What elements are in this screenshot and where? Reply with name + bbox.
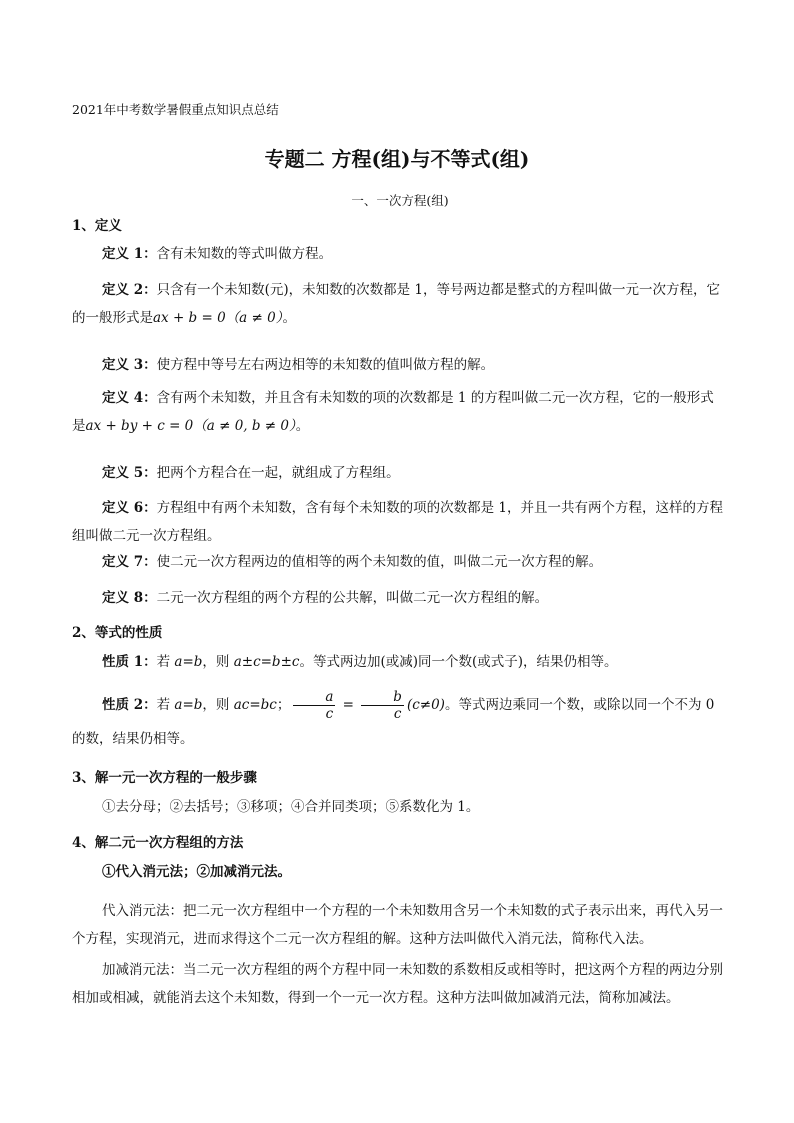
- linear-steps: ①去分母；②去括号；③移项；④合并同类项；⑤系数化为 1。: [102, 799, 480, 815]
- subtitle: 一、一次方程(组): [351, 193, 449, 208]
- definition-1-text: 含有未知数的等式叫做方程。: [156, 246, 333, 262]
- definition-3: [72, 351, 724, 379]
- definition-4-term: 定义 4：: [102, 390, 157, 406]
- definition-1-term: 定义 1：: [102, 246, 157, 262]
- property-2-formula-b: ac=bc: [233, 697, 277, 713]
- definition-6-text: 方程组中有两个未知数，含有每个未知数的项的次数都是 1，并且一共有两个方程，这样的方程组叫做二元一次方程组。: [72, 500, 723, 544]
- property-2: [72, 688, 724, 756]
- property-1-term: 性质 1：: [102, 654, 157, 670]
- fraction-a-denominator: c: [325, 706, 334, 722]
- page-header: 2021年中考数学暑假重点知识点总结: [72, 102, 279, 117]
- definition-5-text: 把两个方程合在一起，就组成了方程组。: [156, 465, 400, 481]
- definition-2-formula: ax + b = 0（a ≠ 0）: [153, 310, 283, 326]
- definition-3-term: 定义 3：: [102, 357, 157, 373]
- definition-7-term: 定义 7：: [102, 554, 157, 570]
- definition-2: [72, 276, 724, 332]
- definition-4: [72, 384, 724, 440]
- definition-5: [72, 459, 724, 487]
- property-1-if: 若: [156, 654, 175, 670]
- definition-2-end: 。: [282, 310, 296, 326]
- definition-6-term: 定义 6：: [102, 500, 157, 516]
- section-heading-linear-steps: 3、解一元一次方程的一般步骤: [72, 770, 257, 786]
- fraction-b-numerator: b: [361, 689, 404, 706]
- definition-3-text: 使方程中等号左右两边相等的未知数的值叫做方程的解。: [156, 357, 495, 373]
- property-2-formula-a: a=b: [174, 697, 203, 713]
- fraction-equals: =: [338, 697, 359, 713]
- section-heading-system-methods: 4、解二元一次方程组的方法: [72, 835, 244, 851]
- definition-4-formula: ax + by + c = 0（a ≠ 0, b ≠ 0）: [85, 418, 296, 434]
- fraction-a-over-c: [293, 689, 335, 722]
- definition-8: [72, 584, 724, 612]
- definition-4-end: 。: [295, 418, 310, 434]
- substitution-method: 代入消元法：把二元一次方程组中一个方程的一个未知数用含另一个未知数的式子表示出来，再代入另一个方程，实现消元，进而求得这个二元一次方程组的解。这种方法叫做代入消元法，简称代入法。: [72, 903, 723, 947]
- addition-method: 加减消元法：当二元一次方程组的两个方程中同一未知数的系数相反或相等时，把这两个方程的两边分别相加或相减，就能消去这个未知数，得到一个一元一次方程。这种方法叫做加减消元法，简称加减法。: [72, 962, 723, 1006]
- section-heading-definitions: 1、定义: [72, 218, 122, 234]
- property-2-then: ，则: [202, 697, 234, 713]
- page-title: 专题二 方程(组)与不等式(组): [264, 147, 530, 171]
- property-2-condition: (c≠0): [406, 697, 445, 713]
- definition-8-text: 二元一次方程组的两个方程的公共解，叫做二元一次方程组的解。: [156, 590, 549, 606]
- fraction-b-denominator: c: [393, 706, 402, 722]
- property-1: [72, 648, 724, 676]
- definition-6: [72, 494, 724, 550]
- definition-5-term: 定义 5：: [102, 465, 157, 481]
- definition-2-text: 只含有一个未知数(元)，未知数的次数都是 1，等号两边都是整式的方程叫做一元一次方程，它的一般形式是: [72, 282, 721, 326]
- property-2-text: 。等式两边乘同一个数，或除以同一个不为 0 的数，结果仍相等。: [72, 697, 715, 747]
- system-methods: ①代入消元法；②加减消元法。: [102, 864, 291, 880]
- fraction-a-numerator: a: [293, 689, 335, 706]
- definition-2-term: 定义 2：: [102, 282, 157, 298]
- property-1-then: ，则: [202, 654, 234, 670]
- definition-1: [72, 240, 724, 268]
- section-heading-equality-properties: 2、等式的性质: [72, 625, 163, 641]
- definition-7-text: 使二元一次方程两边的值相等的两个未知数的值，叫做二元一次方程的解。: [156, 554, 603, 570]
- fraction-b-over-c: [361, 689, 404, 722]
- property-1-formula-b: a±c=b±c: [233, 654, 300, 670]
- property-1-formula-a: a=b: [174, 654, 203, 670]
- definition-7: [72, 548, 724, 576]
- property-1-text: 。等式两边加(或减)同一个数(或式子)，结果仍相等。: [299, 654, 618, 670]
- property-2-term: 性质 2：: [102, 697, 157, 713]
- property-2-if: 若: [156, 697, 175, 713]
- definition-4-text: 含有两个未知数，并且含有未知数的项的次数都是 1 的方程叫做二元一次方程，它的一般形式是: [72, 390, 714, 434]
- property-2-separator: ；: [276, 697, 291, 713]
- definition-8-term: 定义 8：: [102, 590, 157, 606]
